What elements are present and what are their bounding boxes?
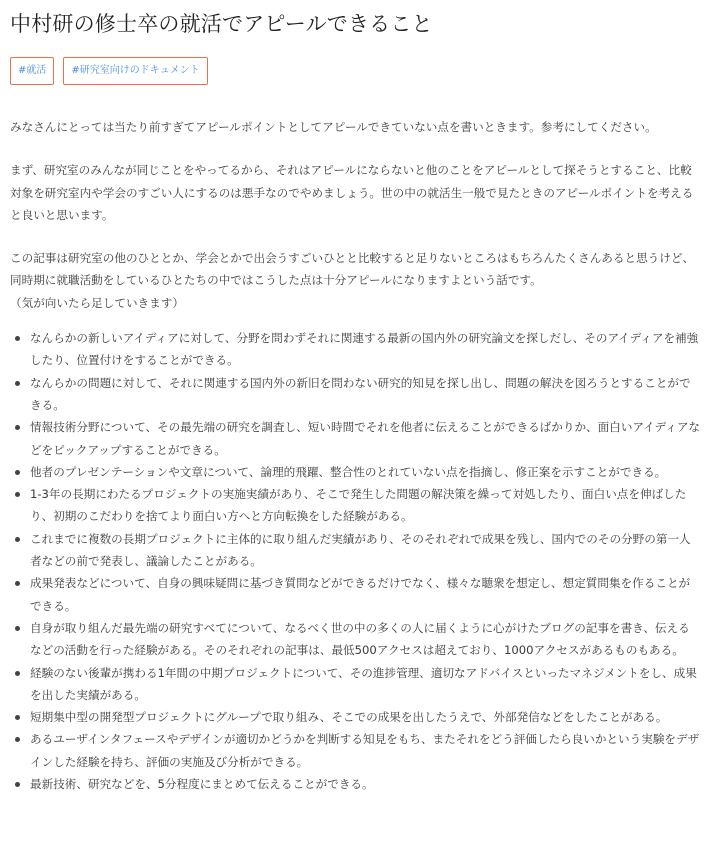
bullet-dot-icon: [15, 336, 20, 341]
list-item-text: なんらかの問題に対して、それに関連する国内外の新旧を問わない研究的知見を探し出し、問題の解決を図ろうとすることができる。: [30, 375, 691, 412]
list-item: [10, 327, 700, 372]
list-item: [10, 372, 700, 417]
bullet-dot-icon: [15, 626, 20, 631]
bullet-dot-icon: [15, 671, 20, 676]
list-item: [10, 483, 700, 528]
list-item: [10, 416, 700, 461]
article: [10, 0, 700, 795]
caution-paragraph: まず、研究室のみんなが同じことをやってるから、それはアピールにならないと他のことをアピールとして探そうとすること、比較対象を研究室内や学会のすごい人にするのは悪手なのでやめましょう。世の中の就活生一般で見たときのアピールポイントを考えると良いと思います。: [10, 163, 694, 222]
appeal-points-list: [10, 327, 700, 795]
list-item: [10, 461, 700, 483]
list-item-text: 他者のプレゼンテーションや文章について、論理的飛躍、整合性のとれていない点を指摘し、修正案を示すことができる。: [30, 464, 667, 479]
list-item-text: 成果発表などについて、自身の興味疑問に基づき質問などができるだけでなく、様々な聴衆を想定し、想定質問集を作ることができる。: [30, 576, 691, 613]
list-item: [10, 572, 700, 617]
list-item-text: 最新技術、研究などを、5分程度にまとめて伝えることができる。: [30, 777, 374, 792]
bullet-dot-icon: [15, 425, 20, 430]
list-item: [10, 528, 700, 573]
list-item: [10, 728, 700, 773]
list-item-text: なんらかの新しいアイディアに対して、分野を問わずそれに関連する最新の国内外の研究論文を探しだし、そのアイディアを補強したり、位置付けをすることができる。: [30, 331, 699, 368]
tag-lab-documents[interactable]: #研究室向けのドキュメント: [63, 57, 207, 85]
bullet-dot-icon: [15, 737, 20, 742]
intro-paragraph: みなさんにとっては当たり前すぎてアピールポイントとしてアピールできていない点を書いときます。参考にしてください。: [10, 120, 657, 134]
context-text: この記事は研究室の他のひととか、学会とかで出会うすごいひとと比較すると足りないところはもちろんたくさんあると思うけど、同時期に就職活動をしているひとたちの中ではこうした点は十分アピールになりますよという話です。: [10, 251, 695, 288]
list-item-text: これまでに複数の長期プロジェクトに主体的に取り組んだ実績があり、そのそれぞれで成果を残し、国内でのその分野の第一人者などの前で発表し、議論したことがある。: [30, 531, 691, 569]
page-title: 中村研の修士卒の就活でアピールできること: [10, 12, 433, 36]
article-body: [10, 116, 700, 795]
note-text: （気が向いたら足していきます）: [10, 295, 184, 310]
list-item-text: 情報技術分野について、その最先端の研究を調査し、短い時間でそれを他者に伝えることができるばかりか、面白いアイディアなどをピックアップすることができる。: [30, 420, 701, 457]
list-item: [10, 773, 700, 795]
bullet-dot-icon: [15, 782, 20, 787]
list-item-text: 短期集中型の開発型プロジェクトにグループで取り組み、そこでの成果を出したうえで、外部発信などをしたことがある。: [30, 710, 668, 725]
tag-shukatsu[interactable]: #就活: [10, 57, 54, 85]
list-item: [10, 617, 700, 662]
list-item: [10, 706, 700, 728]
bullet-dot-icon: [15, 492, 20, 497]
list-item-text: あるユーザインタフェースやデザインが適切かどうかを判断する知見をもち、またそれをどう評価したら良いかという実験をデザインした経験を持ち、評価の実施及び分析ができる。: [30, 732, 700, 769]
tag-list: [10, 57, 700, 85]
bullet-dot-icon: [15, 470, 20, 475]
list-item-text: 経験のない後輩が携わる1年間の中期プロジェクトについて、その進捗管理、適切なアドバイスといったマネジメントをし、成果を出した実績がある。: [30, 665, 697, 702]
bullet-dot-icon: [15, 381, 20, 386]
context-paragraph: [10, 247, 700, 314]
list-item-text: 1-3年の長期にわたるプロジェクトの実施実績があり、そこで発生した問題の解決策を繰って対処したり、面白い点を伸ばしたり、初期のこだわりを捨てより面白い方へと方向転換をした経験がある。: [30, 487, 687, 524]
bullet-dot-icon: [15, 537, 20, 542]
list-item: [10, 662, 700, 707]
list-item-text: 自身が取り組んだ最先端の研究すべてについて、なるべく世の中の多くの人に届くように心がけたブログの記事を書き、伝えるなどの活動を行った経験がある。そのそれぞれの記事は、最低500アクセスは超えており、1000アクセスがあるものもある。: [30, 620, 690, 658]
bullet-dot-icon: [15, 715, 20, 720]
bullet-dot-icon: [15, 581, 20, 586]
